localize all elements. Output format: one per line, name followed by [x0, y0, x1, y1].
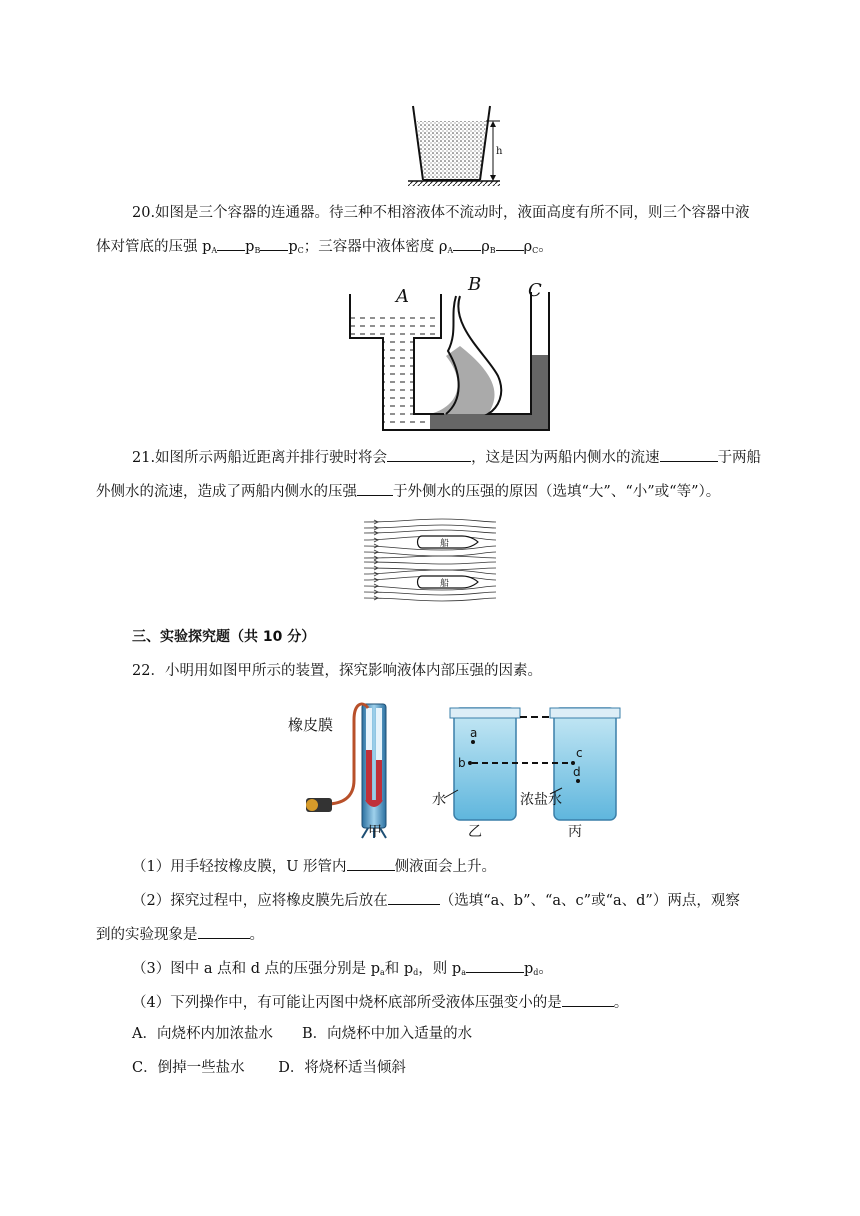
- q20-sub: A: [211, 246, 218, 255]
- figure-bing-label: 丙: [568, 824, 582, 840]
- boat-label-2: 船: [440, 579, 450, 589]
- section-title: 三、实验探究题（共 10 分）: [132, 629, 316, 645]
- point-d-label: d: [573, 765, 581, 779]
- q21-line1: [132, 447, 761, 468]
- answer-blank[interactable]: [347, 856, 395, 871]
- q22-s3-text: ，则 p: [418, 961, 462, 977]
- boats-streamline-figure: [362, 516, 498, 606]
- q22-s3-sub: d: [533, 968, 539, 977]
- answer-blank[interactable]: [660, 447, 718, 462]
- q20-end: 。: [538, 239, 553, 255]
- q20-rho: ρ: [481, 239, 490, 255]
- q22-s1-text: 侧液面会上升。: [394, 859, 497, 875]
- q20-line2: [96, 236, 553, 261]
- answer-blank[interactable]: [388, 890, 440, 905]
- q22-s4-text: 。: [613, 995, 629, 1011]
- q22-s2-text: （2）探究过程中，应将橡皮膜先后放在: [132, 893, 388, 909]
- answer-blank[interactable]: [453, 236, 481, 251]
- height-label: h: [496, 146, 503, 157]
- q20-text-sep: ；三容器中液体密度 ρ: [303, 239, 448, 255]
- q20-text-a: 体对管底的压强 p: [96, 239, 212, 255]
- answer-blank[interactable]: [260, 236, 288, 251]
- figure-jia-label: 甲: [368, 824, 382, 840]
- vessel-c-label: C: [528, 280, 542, 301]
- q22-options-ab: A．向烧杯内加浓盐水 B．向烧杯中加入适量的水: [132, 1026, 473, 1042]
- q22-s4-text: （4）下列操作中，有可能让丙图中烧杯底部所受液体压强变小的是: [132, 995, 562, 1011]
- vessel-b-label: B: [468, 274, 482, 295]
- q20-sub: C: [532, 246, 539, 255]
- q22-s3-sub: a: [379, 968, 385, 977]
- q22-s1-text: （1）用手轻按橡皮膜，U 形管内: [132, 859, 347, 875]
- vessel-a-label: A: [396, 286, 409, 307]
- q22-s3-sub: d: [413, 968, 419, 977]
- q22-s2-text: 到的实验现象是: [96, 927, 198, 943]
- answer-blank[interactable]: [217, 236, 245, 251]
- q20-sub: B: [254, 246, 261, 255]
- q22-sub1: [132, 856, 496, 877]
- q22-s2-text: 。: [249, 927, 264, 943]
- point-c-label: c: [576, 746, 583, 760]
- q20-sub: B: [489, 246, 496, 255]
- pressure-experiment-figure: [282, 700, 632, 840]
- point-b-label: b: [458, 756, 466, 770]
- water-label: 水: [432, 792, 446, 808]
- q20-sub: A: [447, 246, 454, 255]
- q22-s3-text: 和 p: [384, 961, 414, 977]
- answer-blank[interactable]: [357, 481, 393, 496]
- q20-p: p: [288, 239, 298, 255]
- q22-options-cd: C．倒掉一些盐水 D．将烧杯适当倾斜: [132, 1060, 406, 1076]
- q20-line1: 20.如图是三个容器的连通器。待三种不相溶液体不流动时，液面高度有所不同，则三个容器中液: [132, 205, 750, 221]
- boat-label-1: 船: [440, 539, 450, 549]
- answer-blank[interactable]: [387, 447, 471, 462]
- answer-blank[interactable]: [466, 958, 524, 973]
- connected-vessels-figure: [338, 266, 568, 432]
- q20-rho: ρ: [523, 239, 533, 255]
- q22-sub3: [132, 958, 553, 983]
- point-a-label: a: [470, 726, 478, 740]
- q21-text-d: 外侧水的流速，造成了两船内侧水的压强: [96, 484, 357, 500]
- q20-sub: C: [297, 246, 304, 255]
- answer-blank[interactable]: [198, 924, 250, 939]
- q22-s2-text: （选填“a、b”、“a、c”或“a、d”）两点，观察: [439, 893, 740, 909]
- q22-sub2-line2: [96, 924, 264, 945]
- q21-text-e: 于外侧水的压强的原因（选填“大”、“小”或“等”）。: [393, 484, 721, 500]
- answer-blank[interactable]: [496, 236, 524, 251]
- q20-p: p: [245, 239, 255, 255]
- q22-stem: 22．小明用如图甲所示的装置，探究影响液体内部压强的因素。: [132, 663, 542, 679]
- q22-s3-text: （3）图中 a 点和 d 点的压强分别是 p: [132, 961, 380, 977]
- q22-s3-text: 。: [538, 961, 553, 977]
- q22-s3-text: p: [523, 961, 534, 977]
- q21-text-b: ，这是因为两船内侧水的流速: [471, 450, 660, 466]
- brine-label: 浓盐水: [520, 792, 562, 808]
- figure-yi-label: 乙: [468, 824, 482, 840]
- membrane-label: 橡皮膜: [288, 716, 334, 734]
- q21-text-c: 于两船: [717, 450, 762, 466]
- q22-sub4: [132, 992, 628, 1013]
- beaker-height-figure: [400, 104, 510, 190]
- q21-line2: [96, 481, 720, 502]
- answer-blank[interactable]: [562, 992, 614, 1007]
- q22-s3-sub: a: [461, 968, 466, 977]
- q21-text-a: 21.如图所示两船近距离并排行驶时将会: [132, 450, 388, 466]
- q22-sub2-line1: [132, 890, 740, 911]
